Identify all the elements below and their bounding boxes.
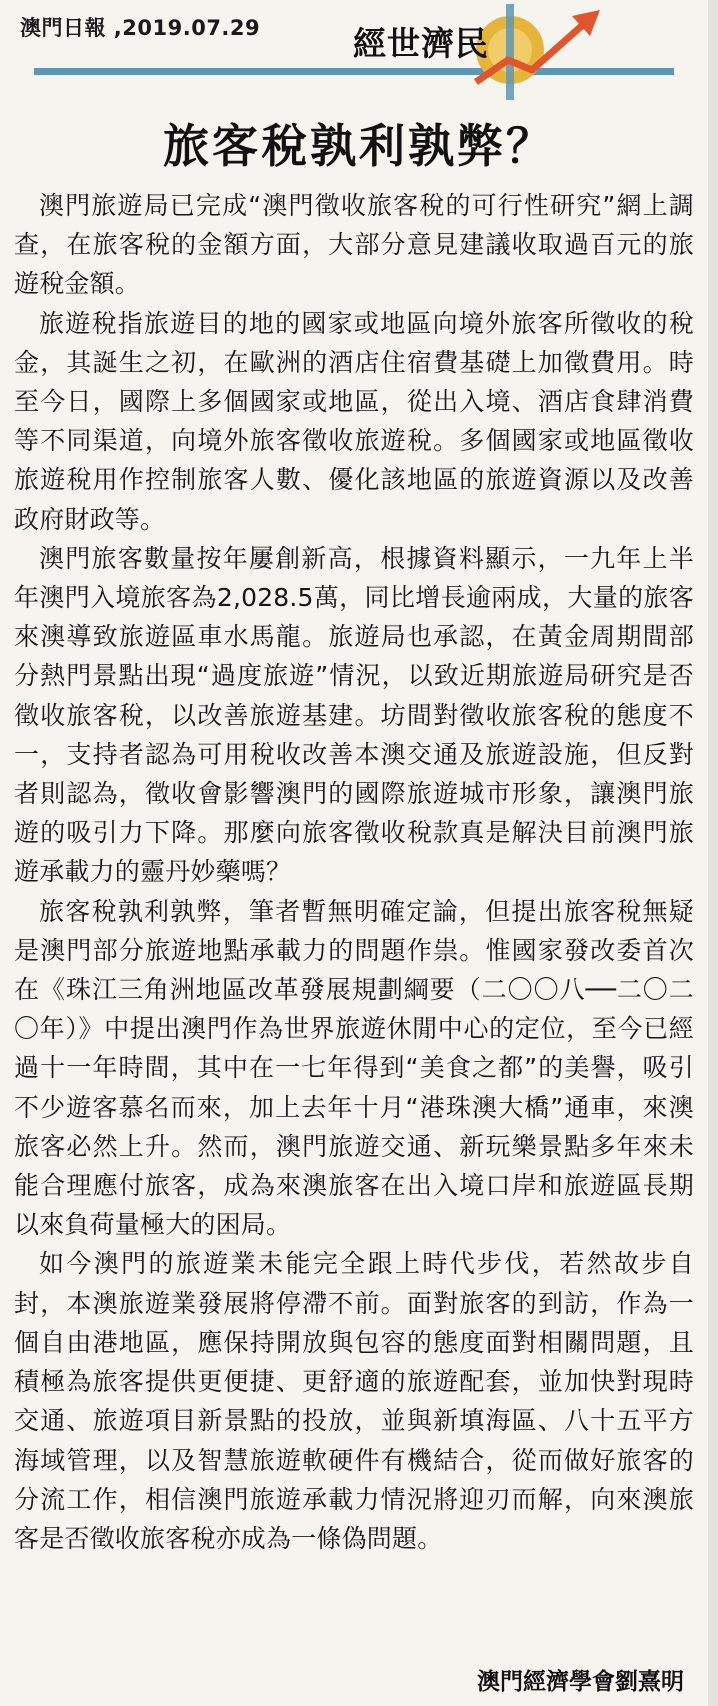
column-logo-icon [468,4,620,100]
byline: 澳門經濟學會劉熹明 [477,1669,684,1695]
article-body [14,186,694,1558]
paragraph-3: 澳門旅客數量按年屢創新高，根據資料顯示，一九年上半年澳門入境旅客為2,028.5萬，同比增長逾兩成，大量的旅客來澳導致旅遊區車水馬龍。旅遊局也承認，在黃金周期間部分熱門景點出現“過度旅遊”情況，以致近期旅遊局研究是否徵收旅客稅，以改善旅遊基建。坊間對徵收旅客稅的態度不一，支持者認為可用稅收改善本澳交通及旅遊設施，但反對者則認為，徵收會影響澳門的國際旅遊城市形象，讓澳門旅遊的吸引力下降。那麼向旅客徵收稅款真是解決目前澳門旅遊承載力的靈丹妙藥嗎？ [14,543,694,887]
column-title: 經世濟民 [353,24,489,63]
paragraph-2: 旅遊稅指旅遊目的地的國家或地區向境外旅客所徵收的稅金，其誕生之初，在歐洲的酒店住宿費基礎上加徵費用。時至今日，國際上多個國家或地區，從出入境、酒店食肆消費等不同渠道，向境外旅客徵收旅遊稅。多個國家或地區徵收旅遊稅用作控制旅客人數、優化該地區的旅遊資源以及改善政府財政等。 [14,308,694,534]
headline: 旅客稅孰利孰弊？ [163,119,555,173]
paragraph-5: 如今澳門的旅遊業未能完全跟上時代步伐，若然故步自封，本澳旅遊業發展將停滯不前。面對旅客的到訪，作為一個自由港地區，應保持開放與包容的態度面對相關問題，且積極為旅客提供更便捷、更舒適的旅遊配套，並加快對現時交通、旅遊項目新景點的投放，並與新填海區、八十五平方海域管理，以及智慧旅遊軟硬件有機結合，從而做好旅客的分流工作，相信澳門旅遊承載力情況將迎刃而解，向來澳旅客是否徵收旅客稅亦成為一條偽問題。 [14,1249,694,1553]
publication-source: 澳門日報 ,2019.07.29 [20,16,261,40]
paragraph-1: 澳門旅遊局已完成“澳門徵收旅客稅的可行性研究”網上調查，在旅客稅的金額方面，大部分意見建議收取過百元的旅遊稅金額。 [14,191,694,299]
paragraph-4: 旅客稅孰利孰弊，筆者暫無明確定論，但提出旅客稅無疑是澳門部分旅遊地點承載力的問題作祟。惟國家發改委首次在《珠江三角洲地區改革發展規劃綱要（二〇〇八──二〇二〇年）》中提出澳門作為世界旅遊休閒中心的定位，至今已經過十一年時間，其中在一七年得到“美食之都”的美譽，吸引不少遊客慕名而來，加上去年十月“港珠澳大橋”通車，來澳旅客必然上升。然而，澳門旅遊交通、新玩樂景點多年來未能合理應付旅客，成為來澳旅客在出入境口岸和旅遊區長期以來負荷量極大的困局。 [14,896,694,1240]
